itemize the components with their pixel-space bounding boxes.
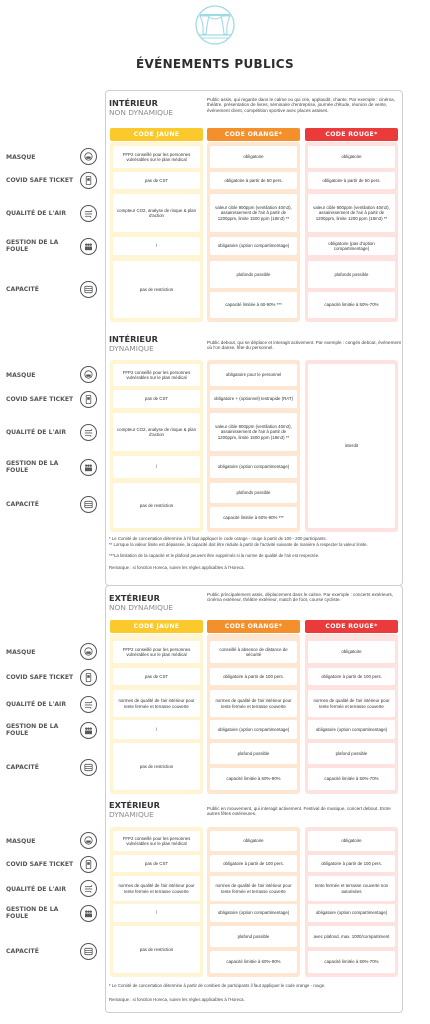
phone-qr-icon — [80, 172, 97, 189]
footnote: * Le Comité de concertation détermine à partir de combien de participants il faut appliquer le code orange - rouge. — [109, 983, 326, 988]
row-label-capacite: CAPACITÉ — [6, 947, 39, 955]
cell-red-masque: obligatoire — [308, 146, 395, 168]
air-quality-icon — [80, 205, 97, 222]
capacity-gauge-icon — [80, 281, 97, 298]
cell-orange-capacite-2: capacité limitée à 60-90% *** — [210, 292, 297, 318]
cell-red-air: valeur cible 900ppm (ventilation 40m3), assainissement de l'air à partir de 1200ppm, limite 1200 ppm (18m3) ** — [308, 194, 395, 232]
row-label-cst: COVID SAFE TICKET — [6, 860, 74, 868]
row-label-air: QUALITÉ DE L'AIR — [6, 700, 67, 708]
cell-yellow-cst: pas de CST — [113, 172, 200, 189]
cell-yellow-capacite: pas de restriction — [113, 743, 200, 790]
section-description: Public assis, qui regarde dans le calme ou qui crie, applaudit, chante. Par exemple : cinéma, théâtre, présentation de livres, séminaire d'entreprise, journée d'étude, réunion de vente, événement client, compétition sportive avec places assises. — [207, 97, 395, 113]
row-label-air: QUALITÉ DE L'AIR — [6, 209, 67, 217]
section-description: Public en mouvement, qui interagit activement. Festival de musique, concert debout. Entre autres fêtes extérieures. — [207, 806, 391, 817]
cell-red-cst: obligatoire à partir de 100 pers. — [308, 668, 395, 685]
cell-yellow-cst: pas de CST — [113, 390, 200, 408]
row-label-air: QUALITÉ DE L'AIR — [6, 428, 67, 436]
code-yellow-header: CODE JAUNE — [110, 620, 203, 633]
cell-orange-capacite-1: plafond possible — [210, 743, 297, 764]
section-title: EXTÉRIEUR — [109, 593, 160, 603]
row-label-cst: COVID SAFE TICKET — [6, 395, 74, 403]
section-title: EXTÉRIEUR — [109, 800, 160, 810]
cell-red-masque: obligatoire — [308, 641, 395, 663]
cell-orange-capacite-2: capacité limitée à 60%-90% *** — [210, 507, 297, 528]
face-mask-icon — [80, 832, 97, 849]
cell-orange-foule: obligatoire (option compartimentage) — [210, 237, 297, 255]
row-label-masque: MASQUE — [6, 837, 36, 845]
cell-orange-capacite-1: plafonds possible — [210, 483, 297, 503]
cell-yellow-capacite: pas de restriction — [113, 926, 200, 973]
cell-orange-cst: obligatoire + (optionnel) testrapide (RAT) — [210, 390, 297, 408]
capacity-gauge-icon — [80, 943, 97, 960]
footnote: ** Lorsque la valeur limite est dépassée, la capacité doit être réduite à partir de l'activité suivante de manière à respecter la valeur limite. — [109, 542, 368, 547]
footnote: ***La limitation de la capacité et le plafond peuvent être supprimés si la norme de qualité de l'air est respectée. — [109, 553, 320, 558]
capacity-gauge-icon — [80, 759, 97, 776]
face-mask-icon — [80, 366, 97, 383]
cell-orange-capacite-1: plafond possible — [210, 926, 297, 947]
cell-red-cst: obligatoire à partir de 50 pers. — [308, 172, 395, 189]
cell-orange-air: valeur cible 900ppm (ventilation 40m3), assainissement de l'air à partir de 1200ppm, limite 1500 ppm (18m3) ** — [210, 413, 297, 451]
cell-red-capacite-2: capacité limitée à 50%-70% — [308, 292, 395, 318]
section-subtitle: NON DYNAMIQUE — [109, 108, 174, 117]
code-orange-header: CODE ORANGE* — [207, 128, 300, 141]
cell-red-foule: obligatoire (pas d'option compartimentage) — [308, 237, 395, 255]
row-label-cst: COVID SAFE TICKET — [6, 673, 74, 681]
row-label-cst: COVID SAFE TICKET — [6, 176, 74, 184]
cell-yellow-capacite: pas de restriction — [113, 483, 200, 528]
cell-red-foule: obligatoire (option compartimentage) — [308, 720, 395, 739]
cell-red-capacite-2: capacité limitée à 50%-70% — [308, 768, 395, 790]
crowd-icon — [80, 459, 97, 476]
row-label-foule: GESTION DE LA FOULE — [6, 723, 59, 737]
row-label-capacite: CAPACITÉ — [6, 285, 39, 293]
cell-yellow-masque: FFP2 conseillé pour les personnes vulnérables sur le plan médical — [113, 831, 200, 851]
cell-red-air: normes de qualité de l'air intérieur pour tente fermée et terrasse couverte — [308, 690, 395, 717]
section-title: INTÉRIEUR — [109, 334, 158, 344]
row-label-foule: GESTION DE LA FOULE — [6, 906, 59, 920]
crowd-icon — [80, 905, 97, 922]
cell-orange-foule: obligatoire (option compartimentage) — [210, 456, 297, 478]
cell-orange-cst: obligatoire à partir de 50 pers. — [210, 172, 297, 189]
page-title: ÉVÉNEMENTS PUBLICS — [136, 57, 294, 71]
cell-yellow-capacite: pas de restriction — [113, 261, 200, 318]
cell-red-interdit: interdit — [308, 364, 395, 528]
code-red-header: CODE ROUGE* — [305, 128, 398, 141]
cell-red-capacite-1: avec plafond, max. 1000/compartiment — [308, 926, 395, 947]
cell-orange-cst: obligatoire à partir de 100 pers. — [210, 668, 297, 685]
cell-orange-air: valeur cible 900ppm (ventilation 40m3), assainissement de l'air à partir de 1200ppm, limite 1500 ppm (18m3) ** — [210, 194, 297, 232]
cell-red-air: tente fermée et terrasse couverte non autorisées — [308, 876, 395, 901]
section-description: Public principalement assis, déplacement dans le calme. Par exemple : concerts extérieurs, cinéma extérieur, théâtre extérieur, match de foot, course cycliste. — [207, 592, 394, 603]
cell-orange-air: normes de qualité de l'air intérieur pour tente fermée et terrasse couverte — [210, 690, 297, 717]
remark: Remarque : si fonction Horeca, suivre les règles applicables à l'Horeca. — [109, 997, 245, 1002]
phone-qr-icon — [80, 856, 97, 873]
phone-qr-icon — [80, 391, 97, 408]
cell-yellow-masque: FFP2 conseillé pour les personnes vulnérables sur le plan médical — [113, 641, 200, 663]
section-subtitle: DYNAMIQUE — [109, 810, 154, 819]
cell-red-capacite-1: plafonds possible — [308, 261, 395, 288]
row-label-masque: MASQUE — [6, 153, 36, 161]
cell-yellow-foule: / — [113, 904, 200, 922]
cell-orange-masque: obligatoire pour le personnel — [210, 364, 297, 386]
cell-orange-air: normes de qualité de l'air intérieur pour tente fermée et terrasse couverte — [210, 876, 297, 901]
code-yellow-header: CODE JAUNE — [110, 128, 203, 141]
cell-yellow-foule: / — [113, 237, 200, 255]
face-mask-icon — [80, 148, 97, 165]
section-description: Public debout, qui se déplace et interagit activement. Par exemple : congés debout, événement où l'on danse, fête du personnel. — [207, 340, 401, 351]
cell-yellow-cst: pas de CST — [113, 668, 200, 685]
cell-orange-foule: obligatoire (option compartimentage) — [210, 720, 297, 739]
cell-yellow-foule: / — [113, 720, 200, 739]
section-subtitle: NON DYNAMIQUE — [109, 603, 174, 612]
crowd-icon — [80, 238, 97, 255]
cell-orange-cst: obligatoire à partir de 100 pers. — [210, 855, 297, 872]
row-label-masque: MASQUE — [6, 371, 36, 379]
row-label-capacite: CAPACITÉ — [6, 500, 39, 508]
cell-orange-masque: obligatoire — [210, 831, 297, 851]
cell-yellow-cst: pas de CST — [113, 855, 200, 872]
cell-red-capacite-2: capacité limitée à 50%-70% — [308, 951, 395, 973]
cell-orange-capacite-2: capacité limitée à 60%-90% — [210, 768, 297, 790]
cell-orange-foule: obligatoire (option compartimentage) — [210, 904, 297, 922]
air-quality-icon — [80, 424, 97, 441]
remark: Remarque : si fonction Horeca, suivre les règles applicables à l'Horeca. — [109, 565, 245, 570]
cell-yellow-air: compteur CO2, analyse de risque & plan d'action — [113, 413, 200, 451]
row-label-masque: MASQUE — [6, 648, 36, 656]
cell-orange-masque: conseillé à absence de distance de sécurité — [210, 641, 297, 663]
cell-yellow-air: normes de qualité de l'air intérieur pour tente fermée et terrasse couverte — [113, 876, 200, 901]
cell-yellow-foule: / — [113, 456, 200, 478]
stage-curtain-icon — [190, 4, 240, 46]
row-label-capacite: CAPACITÉ — [6, 763, 39, 771]
cell-yellow-masque: FFP2 conseillé pour les personnes vulnérables sur le plan médical — [113, 146, 200, 168]
cell-orange-capacite-2: capacité limitée à 60%-90% — [210, 951, 297, 973]
phone-qr-icon — [80, 669, 97, 686]
capacity-gauge-icon — [80, 496, 97, 513]
cell-red-capacite-1: plafond possible — [308, 743, 395, 764]
cell-orange-masque: obligatoire — [210, 146, 297, 168]
crowd-icon — [80, 722, 97, 739]
air-quality-icon — [80, 696, 97, 713]
section-title: INTÉRIEUR — [109, 98, 158, 108]
row-label-foule: GESTION DE LA FOULE — [6, 460, 59, 474]
cell-red-foule: obligatoire (option compartimentage) — [308, 904, 395, 922]
section-subtitle: DYNAMIQUE — [109, 344, 154, 353]
cell-red-masque: obligatoire — [308, 831, 395, 851]
air-quality-icon — [80, 880, 97, 897]
row-label-foule: GESTION DE LA FOULE — [6, 239, 59, 253]
footnote: * Le Comité de concertation détermine à l'il faut appliquer le code orange - rouge à partir de 100 - 200 participants. — [109, 536, 327, 541]
cell-red-cst: obligatoire à partir de 100 pers. — [308, 855, 395, 872]
cell-yellow-air: compteur CO2, analyse de risque & plan d'action — [113, 194, 200, 232]
code-orange-header: CODE ORANGE* — [207, 620, 300, 633]
cell-orange-capacite-1: plafonds possible — [210, 261, 297, 288]
code-red-header: CODE ROUGE* — [305, 620, 398, 633]
face-mask-icon — [80, 643, 97, 660]
cell-yellow-air: normes de qualité de l'air intérieur pour tente fermée et terrasse couverte — [113, 690, 200, 717]
row-label-air: QUALITÉ DE L'AIR — [6, 885, 67, 893]
cell-yellow-masque: FFP2 conseillé pour les personnes vulnérables sur le plan médical — [113, 364, 200, 386]
